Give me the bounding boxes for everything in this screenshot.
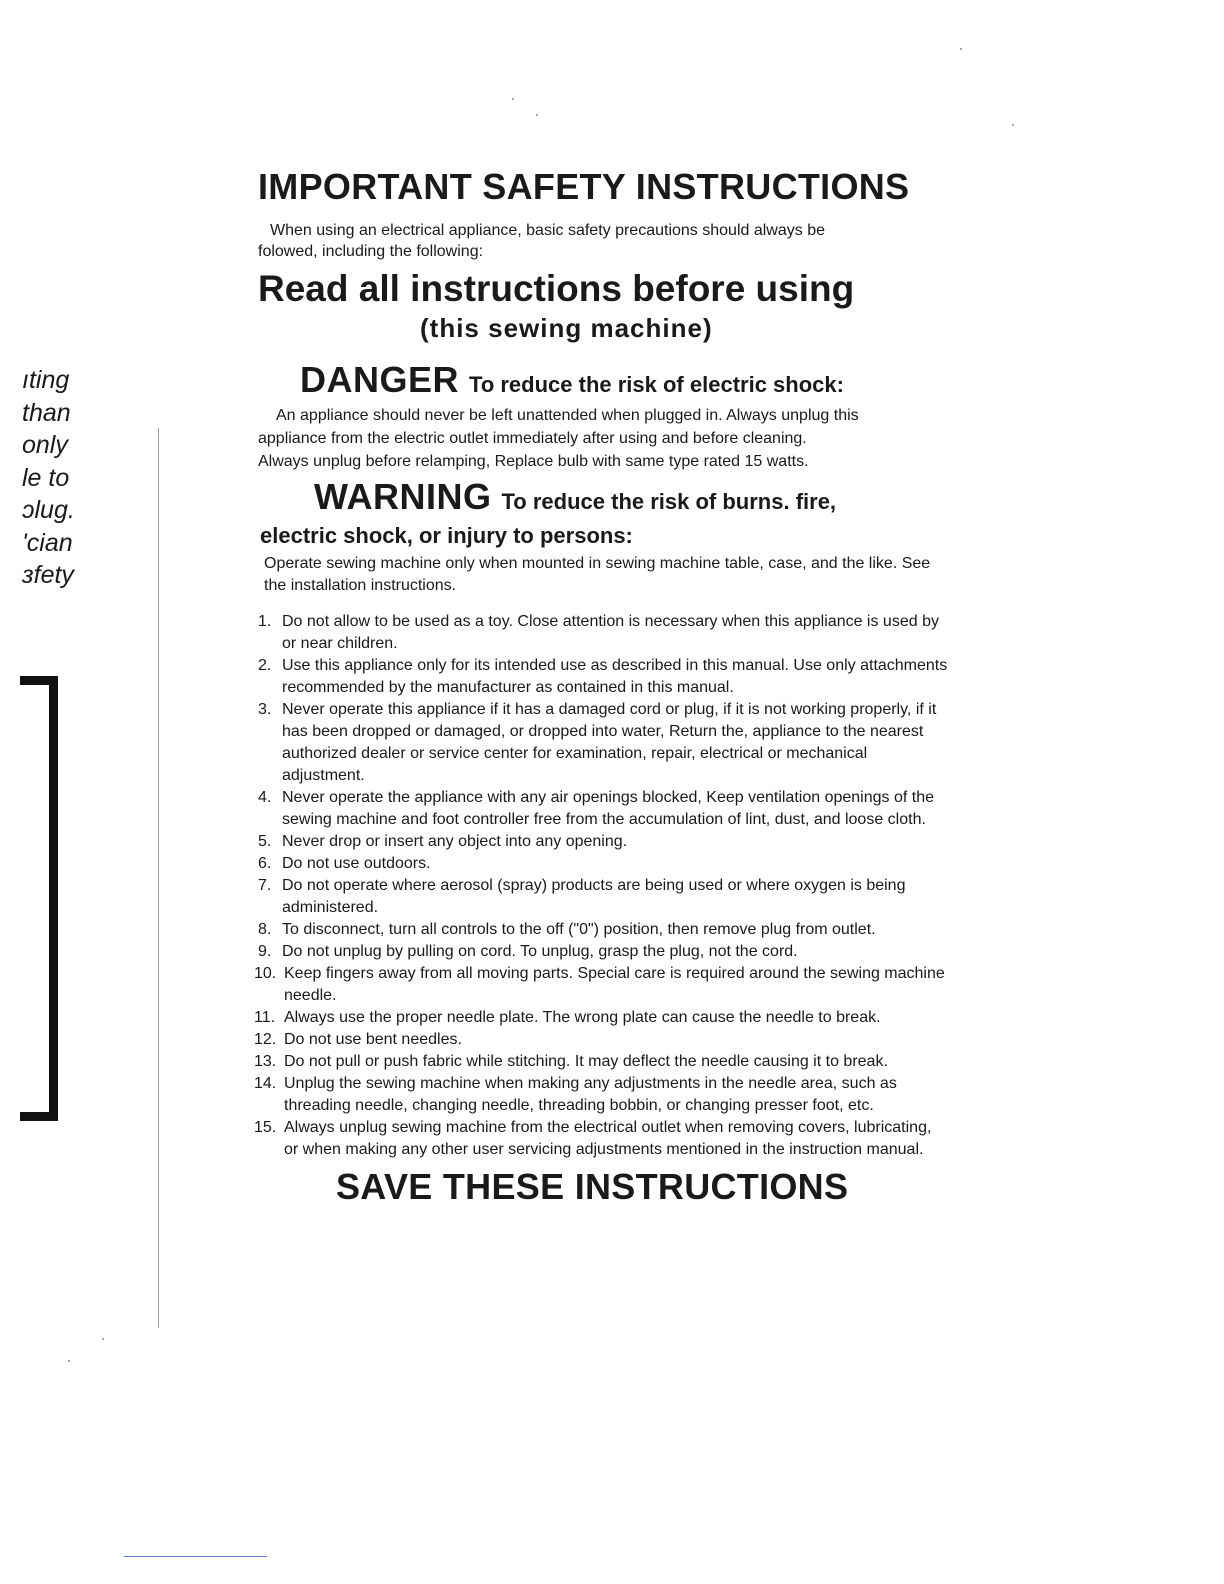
warning-heading (314, 476, 948, 523)
item-text: Use this appliance only for its intended use as described in this manual. Use only attachments recommended by the manufacturer as contained in this manual. (282, 657, 948, 696)
item-number: 13. (254, 1053, 277, 1070)
scan-speck (960, 48, 962, 50)
list-item (258, 853, 948, 875)
list-item (254, 1029, 948, 1051)
save-instructions-heading: SAVE THESE INSTRUCTIONS (336, 1166, 849, 1207)
scan-speck (68, 1360, 70, 1362)
list-item (258, 699, 948, 787)
intro-line: When using an electrical appliance, basic safety precautions should always be (270, 222, 825, 239)
item-number: 15. (254, 1119, 277, 1136)
item-text: Do not use bent needles. (284, 1031, 462, 1048)
scan-speck (512, 98, 514, 100)
danger-line-2: appliance from the electric outlet immediately after using and before cleaning. (258, 430, 807, 447)
intro-paragraph (258, 220, 948, 262)
list-item (254, 1117, 948, 1161)
item-number: 4. (258, 789, 272, 806)
danger-paragraph (258, 404, 948, 473)
warning-heading-tail: To reduce the risk of burns. fire, (501, 489, 837, 514)
margin-bracket (20, 676, 58, 1121)
list-item (254, 1051, 948, 1073)
item-number: 3. (258, 701, 272, 718)
fragment-line: ɔlug. (22, 496, 75, 524)
warning-word: WARNING (314, 476, 492, 517)
item-number: 5. (258, 833, 272, 850)
safety-list (254, 611, 948, 1161)
binding-rule (158, 428, 159, 1328)
item-text: Never operate this appliance if it has a damaged cord or plug, if it is not working properly, if it has been dropped or damaged, or dropped into water, Return the, appliance to the nearest authorized dealer or service center for examination, repair, electrical or mechanical adjustment. (282, 701, 937, 784)
item-text: Always use the proper needle plate. The wrong plate can cause the needle to break. (284, 1009, 881, 1026)
page-title: IMPORTANT SAFETY INSTRUCTIONS (258, 166, 910, 207)
danger-line-3: Always unplug before relamping, Replace bulb with same type rated 15 watts. (258, 453, 809, 470)
warning-heading-continued: electric shock, or injury to persons: (260, 523, 633, 548)
item-number: 8. (258, 921, 272, 938)
item-text: Do not unplug by pulling on cord. To unplug, grasp the plug, not the cord. (282, 943, 798, 960)
adjacent-page-fragments (22, 364, 92, 592)
item-text: Always unplug sewing machine from the electrical outlet when removing covers, lubricating, or when making any other user servicing adjustments mentioned in the instruction manual. (284, 1119, 932, 1158)
fragment-line: ıting (22, 366, 70, 394)
item-text: Do not allow to be used as a toy. Close attention is necessary when this appliance is used by or near children. (282, 613, 939, 652)
list-item (258, 655, 948, 699)
item-number: 6. (258, 855, 272, 872)
fragment-line: only (22, 431, 68, 459)
list-item (258, 611, 948, 655)
fragment-line: le to (22, 463, 70, 492)
intro-line: folowed, including the following: (258, 243, 484, 260)
list-item (254, 1007, 948, 1029)
item-number: 7. (258, 877, 272, 894)
list-item (254, 1073, 948, 1117)
item-text: Never drop or insert any object into any opening. (282, 833, 628, 850)
warning-paragraph: Operate sewing machine only when mounted in sewing machine table, case, and the like. See the installation instructions. (264, 555, 931, 594)
item-text: Do not operate where aerosol (spray) products are being used or where oxygen is being administered. (282, 877, 906, 916)
scan-speck (1012, 124, 1014, 126)
item-text: To disconnect, turn all controls to the off ("0") position, then remove plug from outlet. (282, 921, 876, 938)
list-item (258, 831, 948, 853)
item-text: Do not pull or push fabric while stitching. It may deflect the needle causing it to break. (284, 1053, 888, 1070)
fragment-line: ɜfety (22, 561, 74, 589)
list-item (258, 875, 948, 919)
item-number: 14. (254, 1075, 277, 1092)
item-number: 2. (258, 657, 272, 674)
item-text: Never operate the appliance with any air openings blocked, Keep ventilation openings of the sewing machine and foot controller free from the accumulation of lint, dust, and loose cloth. (282, 789, 934, 828)
scan-speck (536, 114, 538, 116)
danger-heading-tail: To reduce the risk of electric shock: (469, 372, 844, 397)
danger-word: DANGER (300, 359, 460, 400)
item-number: 12. (254, 1031, 277, 1048)
item-text: Keep fingers away from all moving parts. Special care is required around the sewing machine needle. (284, 965, 945, 1004)
fragment-line: 'cian (22, 528, 73, 557)
item-text: Unplug the sewing machine when making any adjustments in the needle area, such as threading needle, changing needle, threading bobbin, or changing presser foot, etc. (284, 1075, 897, 1114)
read-all-heading: Read all instructions before using (258, 268, 855, 309)
item-number: 11. (254, 1009, 276, 1026)
fragment-line: than (22, 398, 71, 427)
danger-line-1: An appliance should never be left unattended when plugged in. Always unplug this (276, 407, 859, 424)
item-number: 1. (258, 613, 272, 630)
item-text: Do not use outdoors. (282, 855, 431, 872)
scan-speck (102, 1338, 104, 1340)
item-number: 10. (254, 965, 277, 982)
bottom-underline (124, 1556, 267, 1557)
read-all-subtitle: (this sewing machine) (420, 313, 713, 343)
list-item (254, 963, 948, 1007)
item-number: 9. (258, 943, 272, 960)
list-item (258, 919, 948, 941)
list-item (258, 941, 948, 963)
list-item (258, 787, 948, 831)
danger-heading (300, 359, 948, 406)
safety-instructions (254, 166, 948, 1209)
